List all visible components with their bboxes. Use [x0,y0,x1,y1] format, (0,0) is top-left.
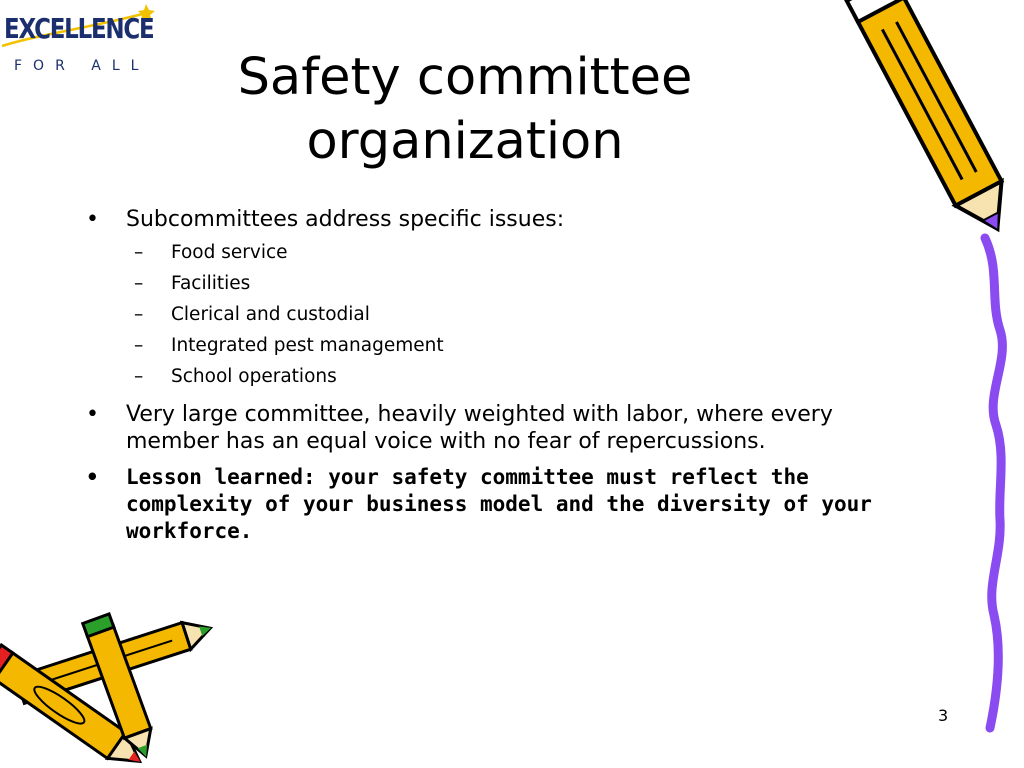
sub-marker: – [134,273,144,294]
slide-body [86,206,926,545]
slide-title: Safety committee organization [237,48,693,171]
bullet-text: Subcommittees address specific issues: [126,207,565,232]
bullet-marker: • [86,402,99,427]
bullet-item [86,401,926,455]
page-number: 3 [938,706,949,725]
sub-marker: – [134,335,144,356]
sub-marker: – [134,304,144,325]
sub-item-text: School operations [171,366,337,387]
sub-item [134,268,926,299]
sub-item [134,237,926,268]
sub-item [134,330,926,361]
logo-wordmark: EXCELLENCE [4,12,154,45]
sub-item [134,361,926,392]
bullet-marker: • [86,465,99,489]
bullet-item [86,206,926,233]
logo-tagline: FOR ALL [14,58,150,74]
sub-list [134,237,926,392]
sub-item-text: Facilities [171,273,251,294]
bullet-text: Very large committee, heavily weighted with labor, where every member has an equal voice with no fear of repercussions. [126,402,833,454]
wavy-border-line [985,238,1002,728]
sub-item-text: Clerical and custodial [171,304,370,325]
bullet-marker: • [86,207,99,232]
sub-marker: – [134,366,144,387]
sub-item-text: Food service [171,242,288,263]
sub-item-text: Integrated pest management [171,335,444,356]
bullet-text: Lesson learned: your safety committee must reflect the complexity of your business model and the diversity of your workforce. [126,465,872,543]
sub-item [134,299,926,330]
bullet-item-lesson [86,464,926,545]
sub-marker: – [134,242,144,263]
